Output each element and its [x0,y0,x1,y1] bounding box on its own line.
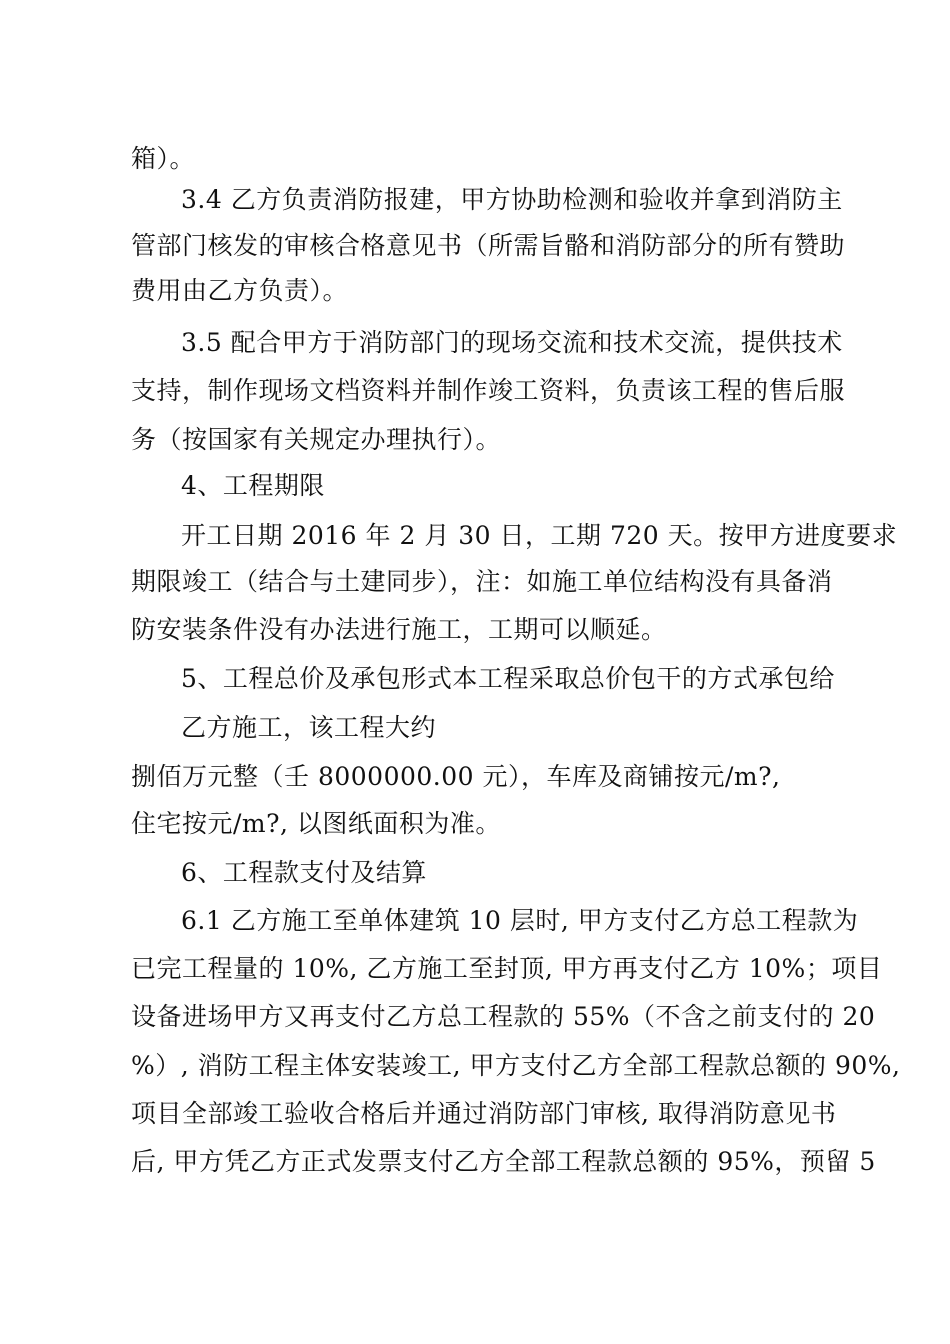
text-line: 务（按国家有关规定办理执行）。 [131,425,502,454]
text-line: 设备进场甲方又再支付乙方总工程款的 55%（不含之前支付的 20 [131,1002,876,1031]
text-line: %）, 消防工程主体安装竣工, 甲方支付乙方全部工程款总额的 90%, [131,1051,901,1080]
text-line: 箱）。 [131,144,196,173]
text-line: 期限竣工（结合与土建同步），注：如施工单位结构没有具备消 [131,567,833,596]
text-line: 管部门核发的审核合格意见书（所需旨骼和消防部分的所有赞助 [131,231,846,260]
section-heading: 6、工程款支付及结算 [181,858,427,887]
text-line: 项目全部竣工验收合格后并通过消防部门审核, 取得消防意见书 [131,1099,837,1128]
text-line: 后, 甲方凭乙方正式发票支付乙方全部工程款总额的 95%，预留 5 [131,1147,876,1176]
text-line: 开工日期 2016 年 2 月 30 日，工期 720 天。按甲方进度要求 [181,521,898,550]
section-heading: 4、工程期限 [181,471,325,500]
text-line: 乙方施工，该工程大约 [181,713,437,742]
text-line: 3.4 乙方负责消防报建，甲方协助检测和验收并拿到消防主 [181,185,843,214]
text-line: 捌佰万元整（壬 8000000.00 元），车库及商铺按元/m?, [131,762,781,791]
section-heading: 5、工程总价及承包形式本工程采取总价包干的方式承包给 [181,664,835,693]
text-line: 住宅按元/m?, 以图纸面积为准。 [131,809,501,838]
text-line: 支持，制作现场文档资料并制作竣工资料，负责该工程的售后服 [131,376,846,405]
text-line: 已完工程量的 10%, 乙方施工至封顶, 甲方再支付乙方 10%；项目 [131,954,883,983]
text-line: 防安装条件没有办法进行施工，工期可以顺延。 [131,615,667,644]
text-line: 6.1 乙方施工至单体建筑 10 层时, 甲方支付乙方总工程款为 [181,906,859,935]
text-line: 3.5 配合甲方于消防部门的现场交流和技术交流，提供技术 [181,328,843,357]
text-line: 费用由乙方负责）。 [131,276,349,305]
